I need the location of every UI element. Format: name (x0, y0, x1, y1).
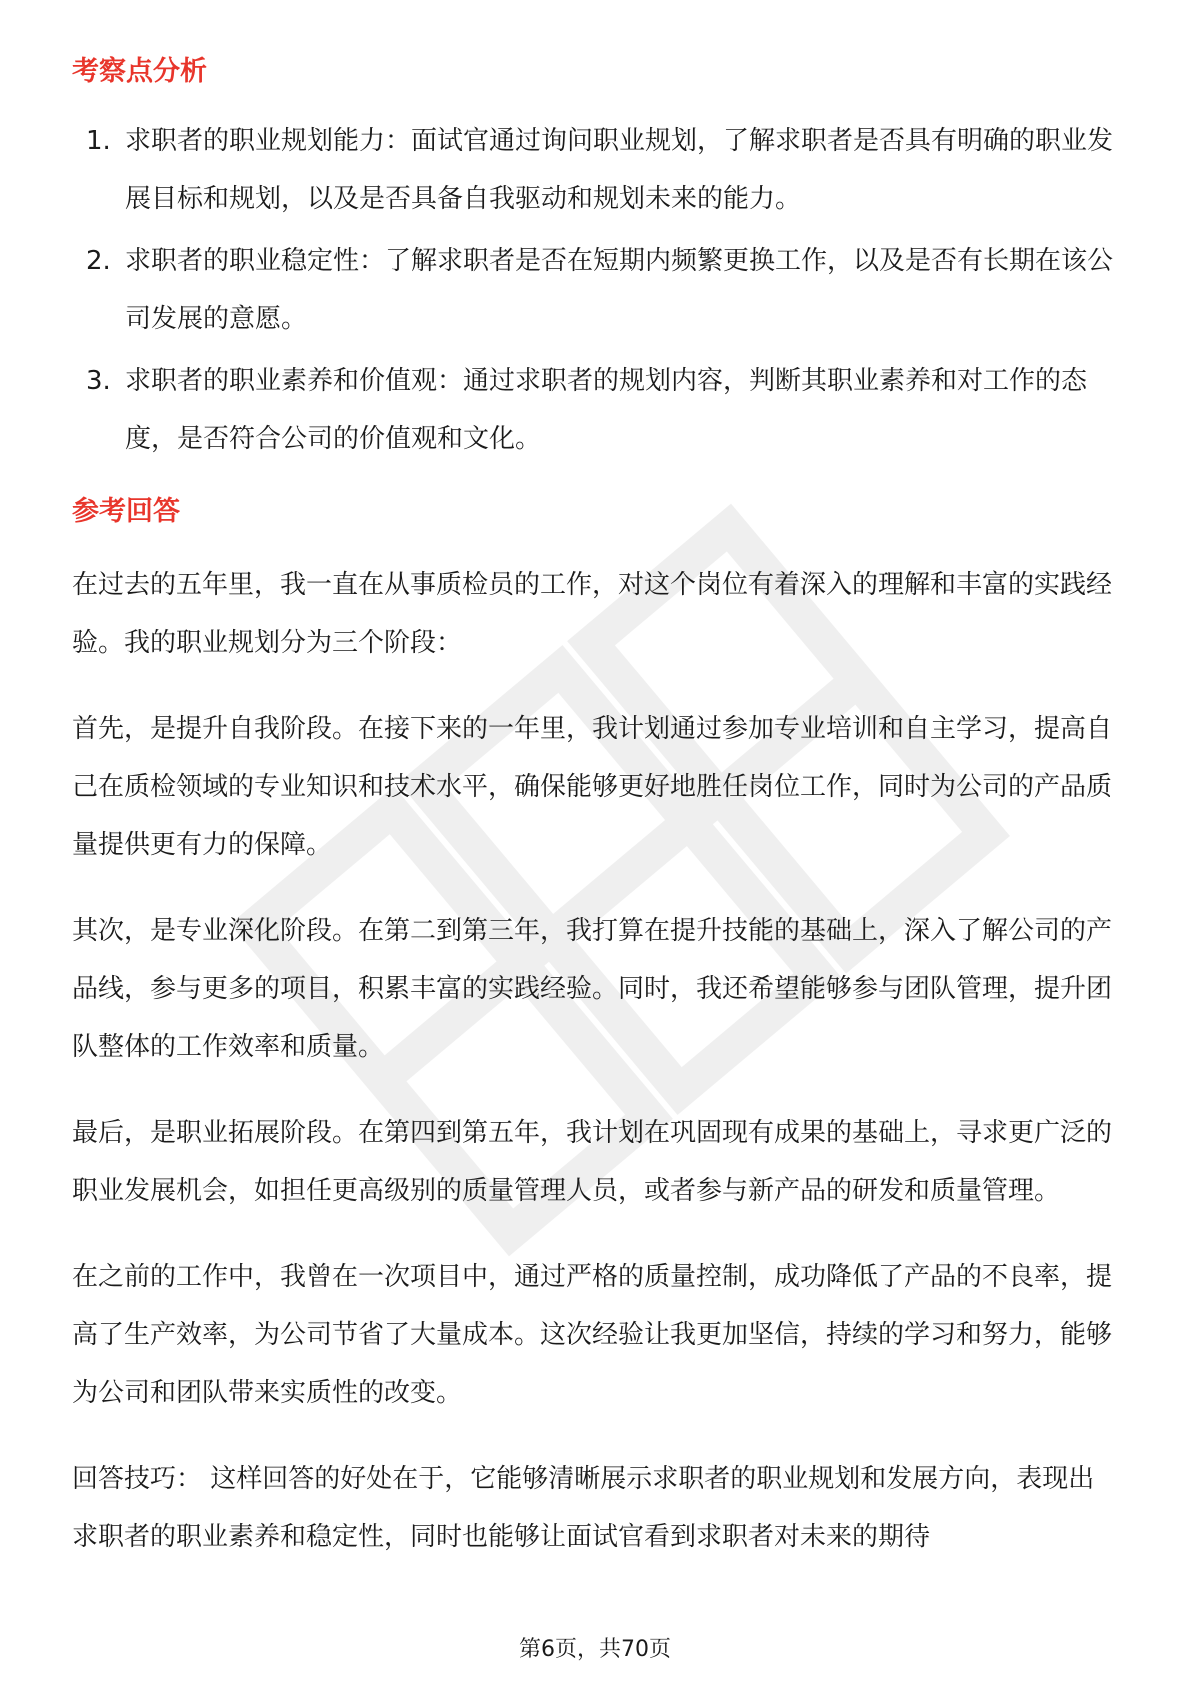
list-item-number: 1. (86, 126, 111, 156)
answer-paragraph: 其次，是专业深化阶段。在第二到第三年，我打算在提升技能的基础上，深入了解公司的产品线，参与更多的项目，积累丰富的实践经验。同时，我还希望能够参与团队管理，提升团队整体的工作效率和质量。 (72, 916, 1113, 1062)
list-item (72, 232, 1118, 348)
section-title-analysis: 考察点分析 (72, 56, 207, 87)
list-item (72, 112, 1118, 228)
analysis-points-list (72, 112, 1118, 468)
answer-paragraph: 最后，是职业拓展阶段。在第四到第五年，我计划在巩固现有成果的基础上，寻求更广泛的职业发展机会，如担任更高级别的质量管理人员，或者参与新产品的研发和质量管理。 (72, 1118, 1113, 1206)
list-item-text: 求职者的职业素养和价值观：通过求职者的规划内容，判断其职业素养和对工作的态度，是否符合公司的价值观和文化。 (125, 366, 1088, 454)
list-item-number: 3. (86, 366, 111, 396)
answer-tips-paragraph: 回答技巧： 这样回答的好处在于，它能够清晰展示求职者的职业规划和发展方向，表现出求职者的职业素养和稳定性，同时也能够让面试官看到求职者对未来的期待 (72, 1464, 1095, 1552)
document-content (72, 48, 1118, 1594)
answer-paragraph: 在之前的工作中，我曾在一次项目中，通过严格的质量控制，成功降低了产品的不良率，提高了生产效率，为公司节省了大量成本。这次经验让我更加坚信，持续的学习和努力，能够为公司和团队带来实质性的改变。 (72, 1262, 1113, 1408)
answer-paragraph: 首先，是提升自我阶段。在接下来的一年里，我计划通过参加专业培训和自主学习，提高自己在质检领域的专业知识和技术水平，确保能够更好地胜任岗位工作，同时为公司的产品质量提供更有力的保障。 (72, 714, 1113, 860)
section-title-reference-answer: 参考回答 (72, 496, 180, 527)
list-item-number: 2. (86, 246, 111, 276)
page-number-footer: 第6页，共70页 (519, 1637, 671, 1662)
list-item-text: 求职者的职业规划能力：面试官通过询问职业规划，了解求职者是否具有明确的职业发展目标和规划，以及是否具备自我驱动和规划未来的能力。 (125, 126, 1114, 214)
list-item (72, 352, 1118, 468)
list-item-text: 求职者的职业稳定性：了解求职者是否在短期内频繁更换工作，以及是否有长期在该公司发展的意愿。 (125, 246, 1114, 334)
answer-paragraph: 在过去的五年里，我一直在从事质检员的工作，对这个岗位有着深入的理解和丰富的实践经验。我的职业规划分为三个阶段： (72, 570, 1113, 658)
